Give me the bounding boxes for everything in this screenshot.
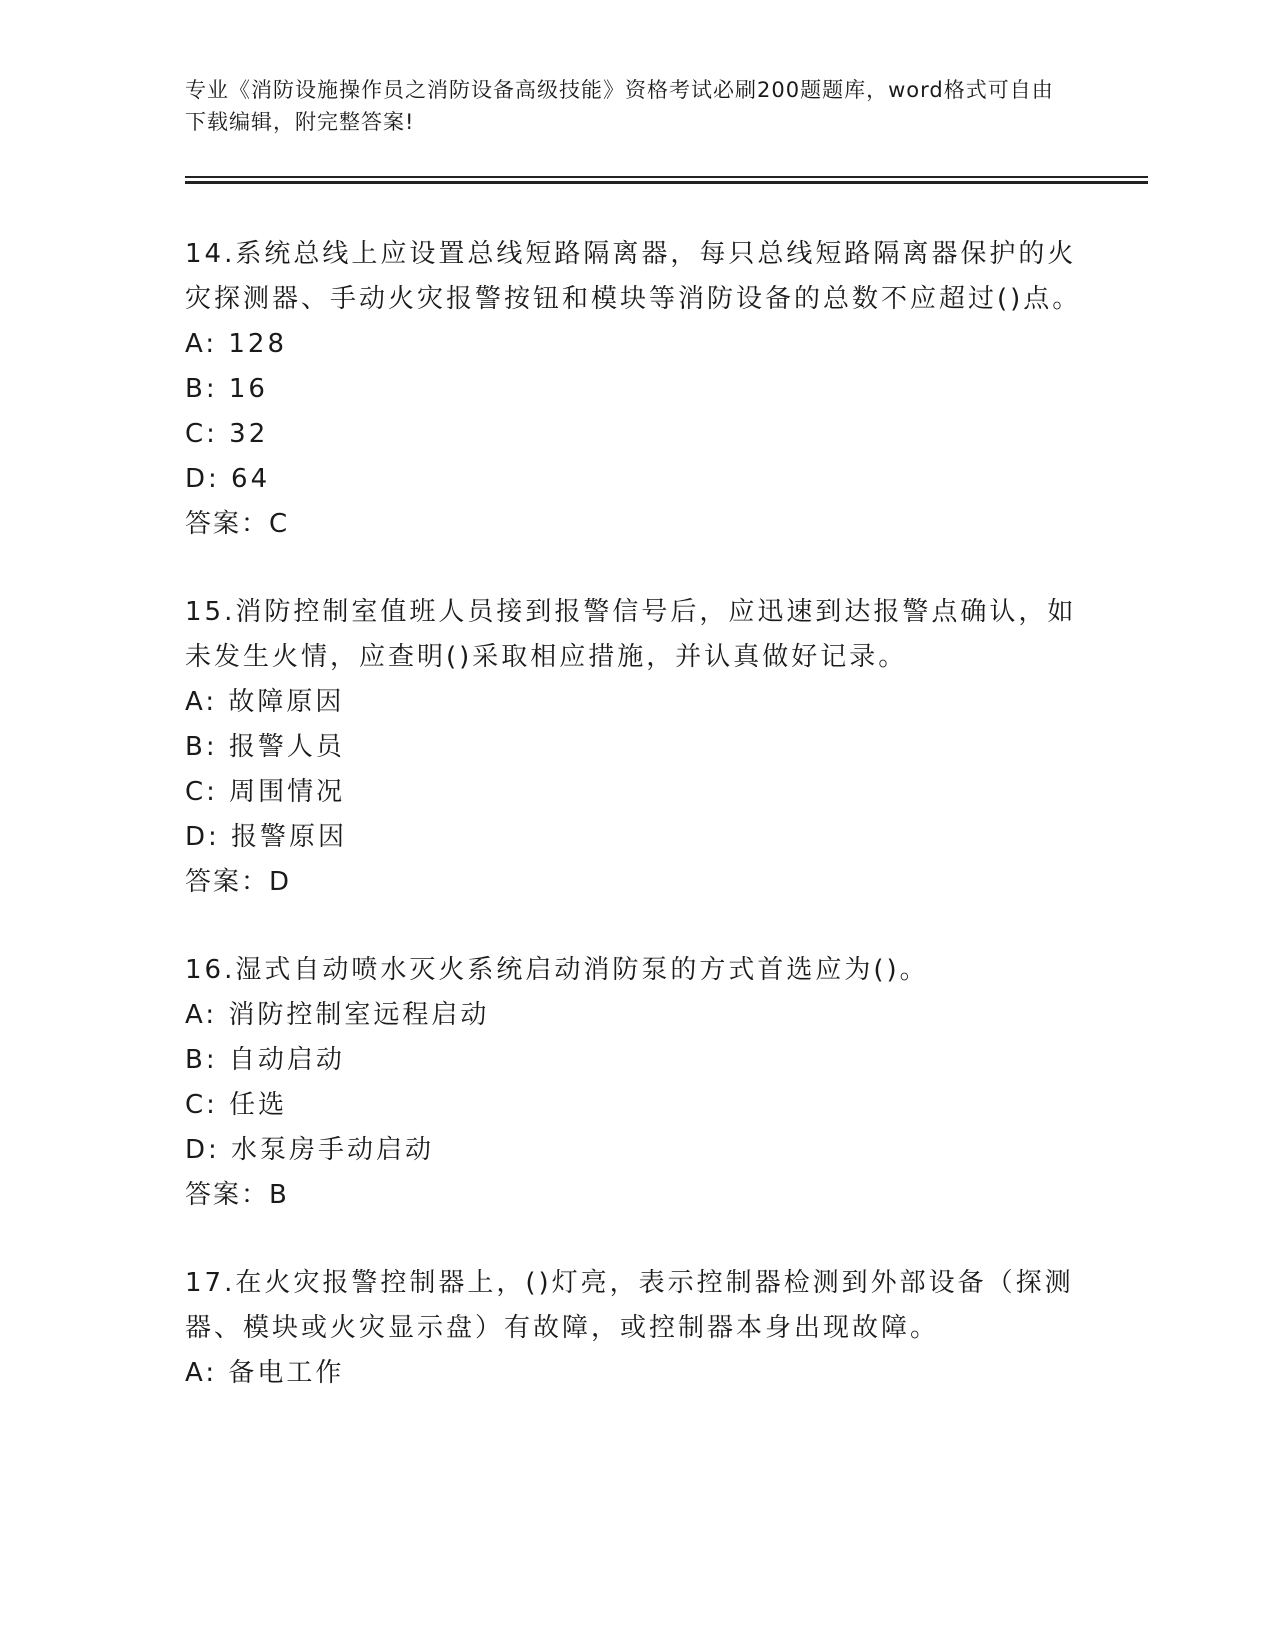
question-stem: 14.系统总线上应设置总线短路隔离器，每只总线短路隔离器保护的火灾探测器、手动火灾报警按钮和模块等消防设备的总数不应超过()点。 xyxy=(185,239,1082,314)
header-divider-thick xyxy=(185,181,1148,184)
question-16 xyxy=(185,948,1085,1218)
option-a: A: 消防控制室远程启动 xyxy=(185,1000,490,1030)
question-stem: 17.在火灾报警控制器上，()灯亮，表示控制器检测到外部设备（探测器、模块或火灾显示盘）有故障，或控制器本身出现故障。 xyxy=(185,1268,1074,1343)
option-a: A: 128 xyxy=(185,329,287,359)
answer: 答案：C xyxy=(185,509,290,539)
header-divider-thin xyxy=(185,176,1148,178)
document-header: 专业《消防设施操作员之消防设备高级技能》资格考试必刷200题题库，word格式可自由下载编辑，附完整答案! xyxy=(185,78,1054,134)
question-stem: 16.湿式自动喷水灭火系统启动消防泵的方式首选应为()。 xyxy=(185,955,929,985)
option-d: D: 水泵房手动启动 xyxy=(185,1135,435,1165)
option-d: D: 64 xyxy=(185,464,271,494)
question-stem: 15.消防控制室值班人员接到报警信号后，应迅速到达报警点确认，如未发生火情，应查明()采取相应措施，并认真做好记录。 xyxy=(185,597,1077,672)
option-b: B: 自动启动 xyxy=(185,1045,345,1075)
option-b: B: 16 xyxy=(185,374,268,404)
option-d: D: 报警原因 xyxy=(185,822,348,852)
option-c: C: 32 xyxy=(185,419,269,449)
answer: 答案：B xyxy=(185,1180,289,1210)
question-list xyxy=(185,232,1085,1396)
question-17 xyxy=(185,1261,1085,1396)
option-c: C: 任选 xyxy=(185,1090,288,1120)
answer: 答案：D xyxy=(185,867,292,897)
question-15 xyxy=(185,590,1085,905)
option-b: B: 报警人员 xyxy=(185,732,345,762)
option-c: C: 周围情况 xyxy=(185,777,346,807)
option-a: A: 备电工作 xyxy=(185,1358,345,1388)
question-14 xyxy=(185,232,1085,547)
option-a: A: 故障原因 xyxy=(185,687,345,717)
